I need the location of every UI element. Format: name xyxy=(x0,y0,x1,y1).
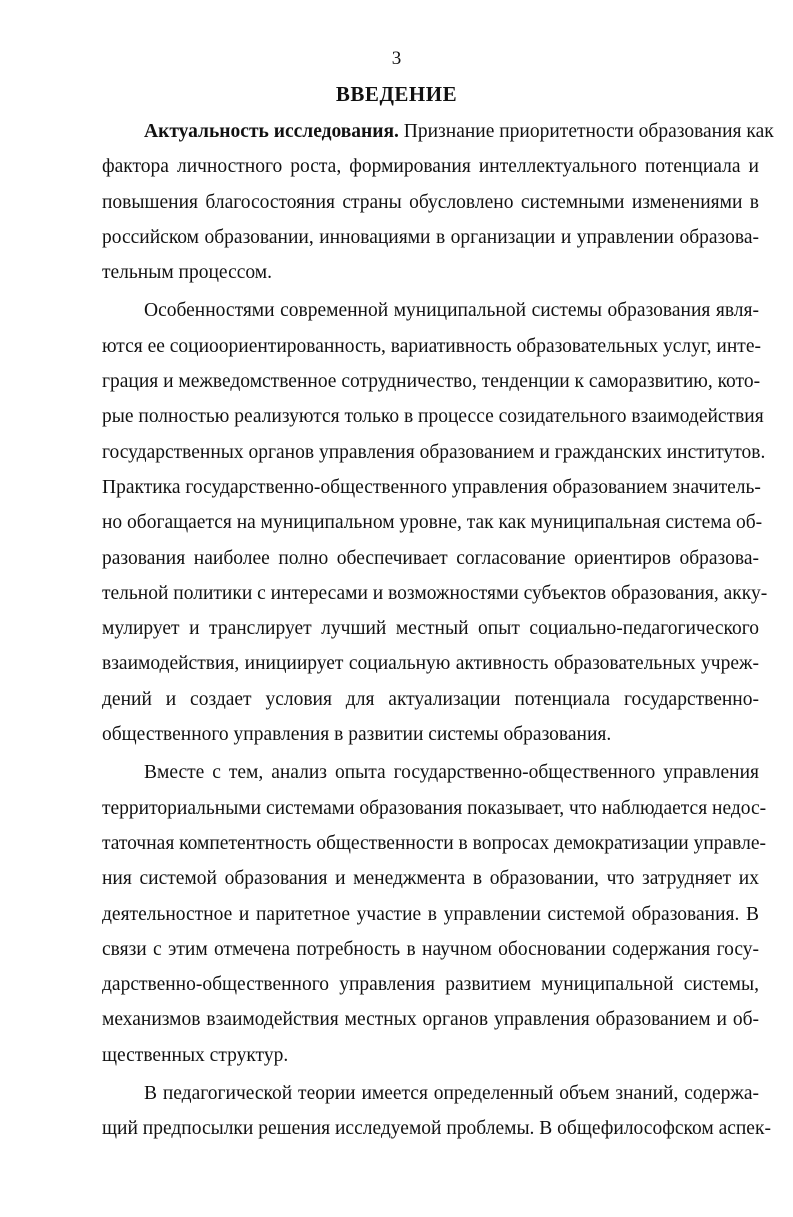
text-line: Особенностями современной муниципальной системы образования явля- xyxy=(144,300,759,322)
page-number: 3 xyxy=(391,48,402,69)
paragraph-theory xyxy=(102,1076,771,1147)
paragraph-features xyxy=(102,293,768,752)
text-line: тельной политики с интересами и возможностями субъектов образования, акку- xyxy=(102,582,768,604)
text-line: дений и создает условия для актуализации потенциала государственно- xyxy=(102,688,759,710)
text-line: взаимодействия, инициирует социальную активность образовательных учреж- xyxy=(102,653,759,675)
paragraph-relevance xyxy=(102,114,774,290)
text-line: тельным процессом. xyxy=(102,262,272,284)
text-line: связи с этим отмечена потребность в научном обосновании содержания госу- xyxy=(102,938,759,960)
text-line: российском образовании, инновациями в организации и управлении образова- xyxy=(102,226,759,248)
text-line: Актуальность исследования. Признание приоритетности образования как xyxy=(144,121,774,142)
text-line: механизмов взаимодействия местных органов управления образованием и об- xyxy=(102,1009,759,1031)
text-line: Практика государственно-общественного управления образованием значитель- xyxy=(102,476,761,498)
text-line: государственных органов управления образованием и гражданских институтов. xyxy=(102,441,766,463)
text-line: дарственно-общественного управления развитием муниципальной системы, xyxy=(102,974,759,996)
text-line: территориальными системами образования показывает, что наблюдается недос- xyxy=(102,797,767,819)
section-title: ВВЕДЕНИЕ xyxy=(335,82,458,106)
text-line: щий предпосылки решения исследуемой проблемы. В общефилософском аспек- xyxy=(102,1118,771,1140)
text-line: повышения благосостояния страны обусловлено системными изменениями в xyxy=(102,191,759,213)
text-line: таточная компетентность общественности в вопросах демократизации управле- xyxy=(102,832,767,854)
text-line: мулирует и транслирует лучший местный опыт социально-педагогического xyxy=(102,618,759,640)
text-line: разования наиболее полно обеспечивает согласование ориентиров образова- xyxy=(102,547,759,569)
text-line: общественного управления в развитии системы образования. xyxy=(102,724,612,746)
paragraph-lead: Актуальность исследования. xyxy=(144,121,399,142)
text-line: ются ее социоориентированность, вариативность образовательных услуг, инте- xyxy=(102,335,761,357)
text-line: ния системой образования и менеджмента в образовании, что затрудняет их xyxy=(102,868,759,890)
text-line: рые полностью реализуются только в процессе созидательного взаимодействия xyxy=(102,406,764,428)
text-line: но обогащается на муниципальном уровне, так как муниципальная система об- xyxy=(102,512,763,534)
text-line: грация и межведомственное сотрудничество, тенденции к саморазвитию, кото- xyxy=(102,371,761,393)
text-line: деятельностное и паритетное участие в управлении системой образования. В xyxy=(102,903,759,925)
text-line: В педагогической теории имеется определенный объем знаний, содержа- xyxy=(144,1083,759,1105)
text-line: фактора личностного роста, формирования интеллектуального потенциала и xyxy=(102,156,759,178)
paragraph-analysis xyxy=(102,755,767,1073)
body-text xyxy=(102,114,774,1147)
text-line: щественных структур. xyxy=(102,1044,289,1066)
text-line: Вместе с тем, анализ опыта государственно-общественного управления xyxy=(144,762,759,784)
